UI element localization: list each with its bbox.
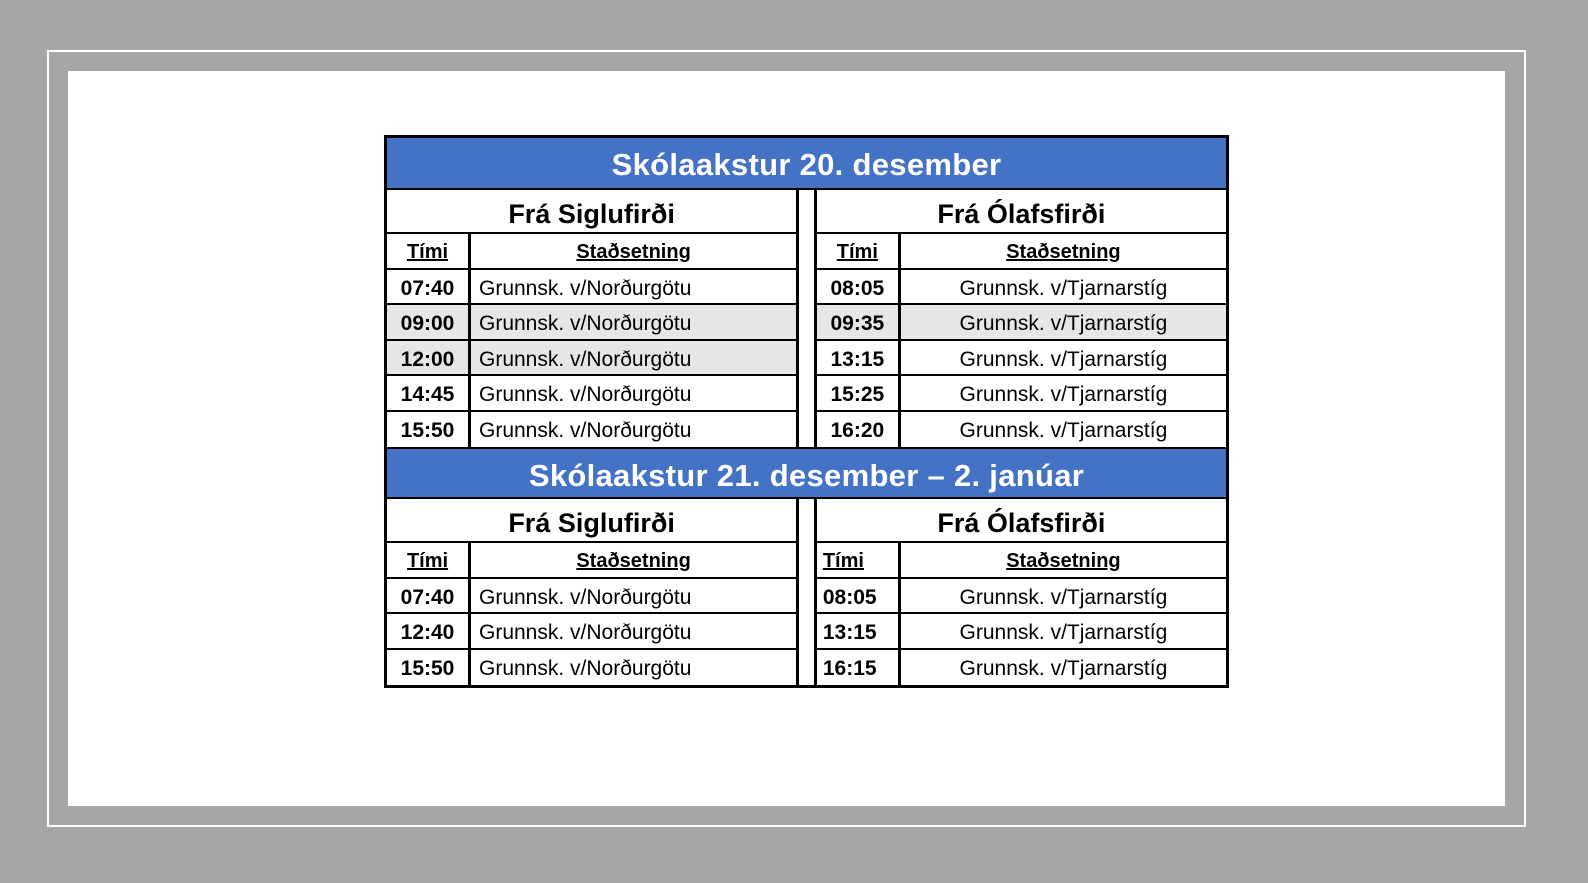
- time-cell: 08:05: [817, 270, 901, 304]
- table-row: [817, 650, 1226, 686]
- column-divider: [796, 190, 817, 447]
- table-row: [817, 305, 1226, 341]
- table-row: [387, 376, 796, 412]
- table-row: [817, 270, 1226, 306]
- time-cell: 08:05: [817, 579, 901, 613]
- time-cell: 12:40: [387, 614, 471, 648]
- time-header: Tími: [387, 234, 471, 268]
- location-cell: Grunnsk. v/Tjarnarstíg: [959, 347, 1168, 371]
- header-row: [817, 234, 1226, 270]
- table-row: [817, 341, 1226, 377]
- time-cell: 07:40: [387, 579, 471, 613]
- location-header: Staðsetning: [576, 550, 691, 572]
- time-cell: 07:40: [387, 270, 471, 304]
- location-cell: Grunnsk. v/Tjarnarstíg: [959, 656, 1168, 680]
- location-header: Staðsetning: [1006, 550, 1121, 572]
- location-cell: Grunnsk. v/Tjarnarstíg: [959, 418, 1168, 442]
- location-header: Staðsetning: [1006, 241, 1121, 263]
- header-row: [387, 234, 796, 270]
- table-row: [387, 341, 796, 377]
- time-cell: 13:15: [817, 614, 901, 648]
- table-row: [387, 614, 796, 650]
- column-siglufjordur: [387, 499, 796, 685]
- section-columns: [387, 499, 1226, 685]
- column-heading: Frá Ólafsfirði: [817, 190, 1226, 234]
- time-cell: 12:00: [387, 341, 471, 375]
- table-row: [387, 579, 796, 615]
- schedule-table: [384, 135, 1229, 688]
- column-olafsfjordur: [817, 499, 1226, 685]
- location-header: Staðsetning: [576, 241, 691, 263]
- column-heading: Frá Ólafsfirði: [817, 499, 1226, 543]
- table-row: [817, 614, 1226, 650]
- header-row: [387, 543, 796, 579]
- time-cell: 13:15: [817, 341, 901, 375]
- page: [68, 71, 1505, 806]
- section-title: Skólaakstur 20. desember: [387, 138, 1226, 190]
- section-columns: [387, 190, 1226, 447]
- table-row: [817, 412, 1226, 448]
- location-cell: Grunnsk. v/Tjarnarstíg: [959, 276, 1168, 300]
- time-cell: 09:35: [817, 305, 901, 339]
- time-header: Tími: [817, 234, 901, 268]
- time-cell: 15:25: [817, 376, 901, 410]
- column-olafsfjordur: [817, 190, 1226, 447]
- location-cell: Grunnsk. v/Norðurgötu: [479, 312, 692, 335]
- location-cell: Grunnsk. v/Norðurgötu: [479, 621, 692, 644]
- column-heading: Frá Siglufirði: [387, 499, 796, 543]
- location-cell: Grunnsk. v/Norðurgötu: [479, 347, 692, 371]
- table-row: [817, 579, 1226, 615]
- time-header: Tími: [817, 543, 901, 577]
- column-divider: [796, 499, 817, 685]
- column-heading: Frá Siglufirði: [387, 190, 796, 234]
- location-cell: Grunnsk. v/Tjarnarstíg: [959, 621, 1168, 644]
- location-cell: Grunnsk. v/Norðurgötu: [479, 656, 692, 680]
- location-cell: Grunnsk. v/Tjarnarstíg: [959, 383, 1168, 406]
- time-cell: 09:00: [387, 305, 471, 339]
- time-cell: 15:50: [387, 650, 471, 686]
- table-row: [387, 650, 796, 686]
- location-cell: Grunnsk. v/Tjarnarstíg: [959, 585, 1168, 609]
- time-cell: 15:50: [387, 412, 471, 448]
- header-row: [817, 543, 1226, 579]
- time-cell: 14:45: [387, 376, 471, 410]
- location-cell: Grunnsk. v/Tjarnarstíg: [959, 312, 1168, 335]
- table-row: [387, 305, 796, 341]
- location-cell: Grunnsk. v/Norðurgötu: [479, 276, 692, 300]
- time-cell: 16:20: [817, 412, 901, 448]
- table-row: [817, 376, 1226, 412]
- location-cell: Grunnsk. v/Norðurgötu: [479, 418, 692, 442]
- location-cell: Grunnsk. v/Norðurgötu: [479, 585, 692, 609]
- table-row: [387, 270, 796, 306]
- time-header: Tími: [387, 543, 471, 577]
- time-cell: 16:15: [817, 650, 901, 686]
- section-title: Skólaakstur 21. desember – 2. janúar: [387, 447, 1226, 499]
- location-cell: Grunnsk. v/Norðurgötu: [479, 383, 692, 406]
- column-siglufjordur: [387, 190, 796, 447]
- table-row: [387, 412, 796, 448]
